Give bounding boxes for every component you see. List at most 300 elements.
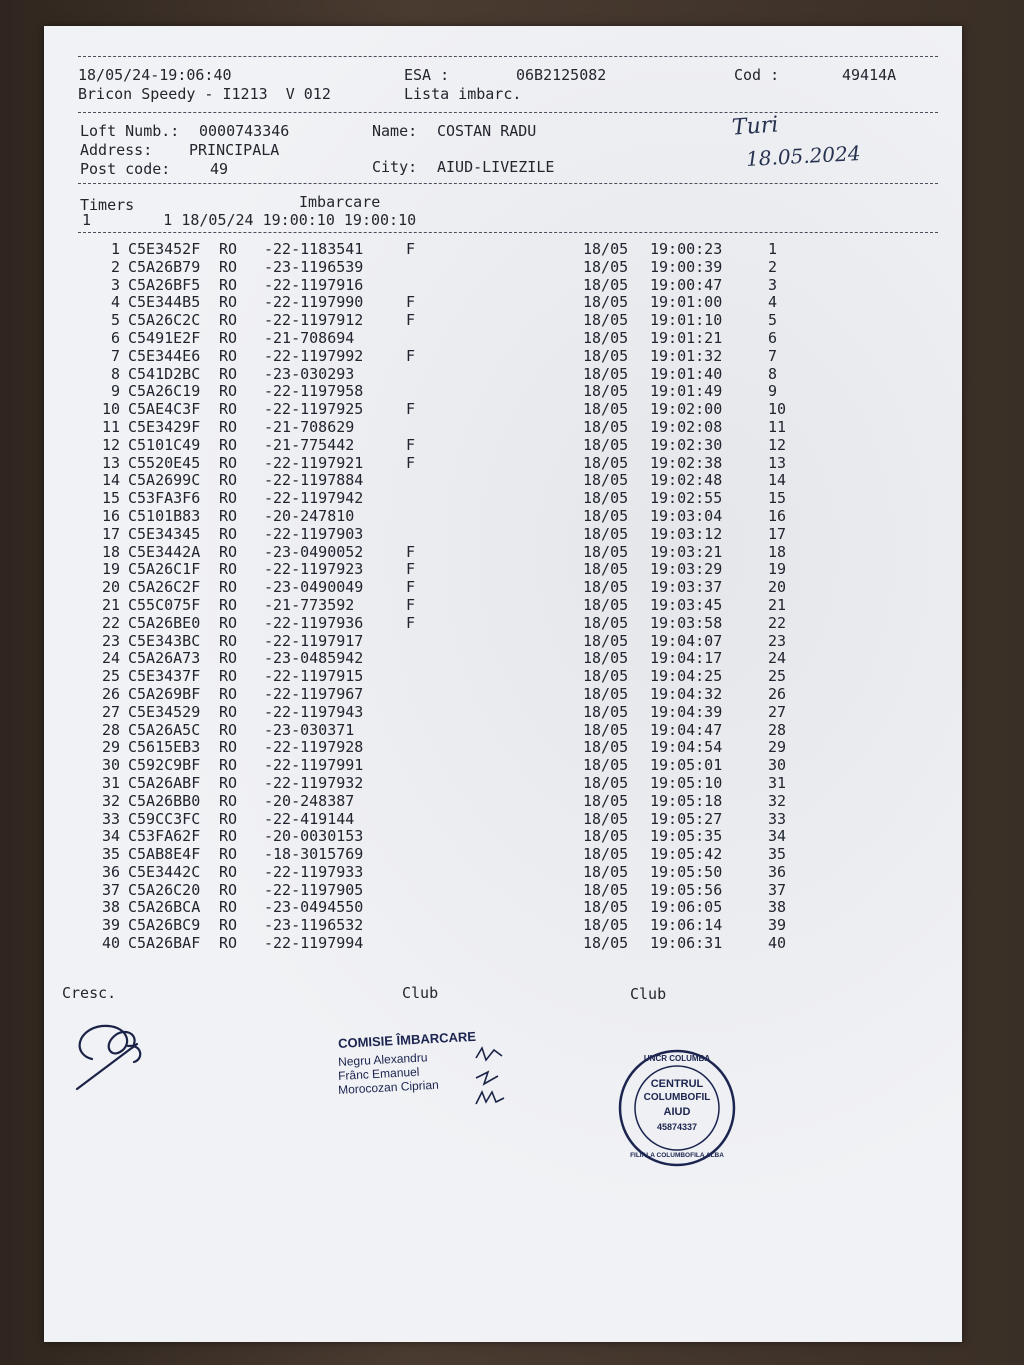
entry-n: 11: [101, 417, 120, 436]
entry-country: RO: [219, 311, 238, 330]
entry-idx: 12: [768, 435, 787, 454]
entry-idx: 33: [768, 809, 787, 828]
entry-idx: 25: [768, 667, 787, 686]
entry-country: RO: [219, 578, 238, 597]
esa-label: ESA :: [404, 66, 450, 84]
entry-row: [78, 507, 958, 525]
entry-n: 12: [101, 435, 120, 454]
entry-country: RO: [219, 684, 238, 703]
entry-number: -23-030371: [264, 720, 355, 739]
club-label-1: Club: [402, 984, 439, 1002]
entry-n: 9: [110, 382, 120, 401]
entry-date: 18/05: [583, 898, 629, 917]
entry-n: 22: [101, 613, 120, 632]
entry-n: 15: [101, 489, 120, 508]
entry-idx: 6: [768, 328, 778, 347]
entry-idx: 35: [768, 845, 787, 864]
entry-row: [78, 578, 958, 596]
entry-time: 19:05:01: [650, 756, 723, 775]
entry-date: 18/05: [583, 400, 629, 419]
entry-ring: C5A26BCA: [128, 898, 201, 917]
entry-row: [78, 418, 958, 436]
entry-date: 18/05: [583, 435, 629, 454]
entry-country: RO: [219, 595, 238, 614]
entry-row: [78, 721, 958, 739]
entry-idx: 32: [768, 791, 787, 810]
entry-number: -23-0490049: [264, 578, 364, 597]
entry-date: 18/05: [583, 738, 629, 757]
entry-ring: C5A26BF5: [128, 275, 201, 294]
entry-ring: C5A26C19: [128, 382, 201, 401]
entry-time: 19:05:18: [650, 791, 723, 810]
entry-date: 18/05: [583, 346, 629, 365]
cod-label: Cod :: [734, 66, 780, 84]
entry-n: 36: [101, 862, 120, 881]
entry-number: -22-1197915: [264, 667, 364, 686]
entry-flag: F: [406, 613, 416, 632]
entry-number: -22-1197917: [264, 631, 364, 650]
seal-outer-top: UNCR COLUMBA: [643, 1054, 711, 1063]
entry-ring: C541D2BC: [128, 364, 201, 383]
entry-number: -22-1197884: [264, 471, 364, 490]
entry-flag: F: [406, 542, 416, 561]
entry-number: -22-1197903: [264, 524, 364, 543]
entry-row: [78, 614, 958, 632]
entry-country: RO: [219, 809, 238, 828]
entry-date: 18/05: [583, 916, 629, 935]
entry-number: -22-1183541: [264, 240, 364, 258]
address-value: PRINCIPALA: [189, 141, 280, 159]
list-title: Lista imbarc.: [404, 85, 522, 103]
entry-time: 19:01:32: [650, 346, 723, 365]
entry-number: -22-1197921: [264, 453, 364, 472]
entry-idx: 15: [768, 489, 787, 508]
address-label: Address:: [80, 141, 153, 159]
divider-header: [78, 112, 938, 113]
entry-number: -22-1197905: [264, 880, 364, 899]
entry-number: -22-1197923: [264, 560, 364, 579]
entry-number: -23-1196532: [264, 916, 364, 935]
entry-n: 1: [110, 240, 120, 258]
entry-date: 18/05: [583, 845, 629, 864]
entry-time: 19:02:30: [650, 435, 723, 454]
entry-n: 16: [101, 506, 120, 525]
entry-country: RO: [219, 400, 238, 419]
seal-line-1: CENTRUL: [650, 1078, 704, 1090]
entry-country: RO: [219, 506, 238, 525]
entry-time: 19:02:08: [650, 417, 723, 436]
entry-n: 24: [101, 649, 120, 668]
entry-row: [78, 738, 958, 756]
entry-flag: F: [406, 293, 416, 312]
entry-date: 18/05: [583, 417, 629, 436]
entry-date: 18/05: [583, 257, 629, 276]
entry-number: -22-1197990: [264, 293, 364, 312]
entry-country: RO: [219, 240, 238, 258]
entry-time: 19:05:27: [650, 809, 723, 828]
entry-n: 7: [110, 346, 120, 365]
entry-date: 18/05: [583, 578, 629, 597]
entry-ring: C5615EB3: [128, 738, 201, 757]
entry-number: -21-708629: [264, 417, 355, 436]
entry-time: 19:04:32: [650, 684, 723, 703]
entry-time: 19:04:07: [650, 631, 723, 650]
timers-label: Timers: [80, 196, 135, 214]
entry-country: RO: [219, 542, 238, 561]
city-label: City:: [372, 158, 418, 176]
entry-row: [78, 347, 958, 365]
entry-n: 17: [101, 524, 120, 543]
name-value: COSTAN RADU: [437, 122, 537, 140]
entry-row: [78, 596, 958, 614]
entry-time: 19:01:00: [650, 293, 723, 312]
entry-idx: 20: [768, 578, 787, 597]
entry-number: -23-0494550: [264, 898, 364, 917]
entry-date: 18/05: [583, 862, 629, 881]
entry-time: 19:03:12: [650, 524, 723, 543]
entry-time: 19:02:48: [650, 471, 723, 490]
entry-date: 18/05: [583, 240, 629, 258]
cresc-label: Cresc.: [62, 984, 117, 1002]
entry-ring: C5A26ABF: [128, 773, 201, 792]
entry-n: 35: [101, 845, 120, 864]
entry-idx: 8: [768, 364, 778, 383]
entry-country: RO: [219, 649, 238, 668]
entry-ring: C5491E2F: [128, 328, 201, 347]
entry-n: 31: [101, 773, 120, 792]
entry-row: [78, 667, 958, 685]
entry-country: RO: [219, 364, 238, 383]
seal-outer-bottom: FILIALA COLUMBOFILA ALBA: [630, 1152, 724, 1159]
commission-member-3: Morocozan Ciprian: [337, 1077, 440, 1097]
name-label: Name:: [372, 122, 418, 140]
entry-flag: F: [406, 560, 416, 579]
entry-n: 2: [110, 257, 120, 276]
entry-idx: 13: [768, 453, 787, 472]
entry-n: 32: [101, 791, 120, 810]
entry-number: -18-3015769: [264, 845, 364, 864]
entry-date: 18/05: [583, 809, 629, 828]
entry-time: 19:05:10: [650, 773, 723, 792]
entry-row: [78, 632, 958, 650]
entry-idx: 3: [768, 275, 778, 294]
entry-number: -23-0490052: [264, 542, 364, 561]
entry-time: 19:00:23: [650, 240, 723, 258]
entry-ring: C5A26BB0: [128, 791, 201, 810]
divider-top: [78, 56, 938, 57]
entry-n: 21: [101, 595, 120, 614]
entry-row: [78, 898, 958, 916]
entry-number: -22-1197942: [264, 489, 364, 508]
entry-ring: C5A26BAF: [128, 934, 201, 953]
seal-number: 45874337: [656, 1122, 698, 1132]
entry-number: -22-419144: [264, 809, 355, 828]
entry-n: 39: [101, 916, 120, 935]
entry-row: [78, 703, 958, 721]
entry-date: 18/05: [583, 524, 629, 543]
entry-ring: C55C075F: [128, 595, 201, 614]
entry-idx: 9: [768, 382, 778, 401]
entry-ring: C5A26B79: [128, 257, 201, 276]
entry-ring: C5A26C1F: [128, 560, 201, 579]
entry-country: RO: [219, 898, 238, 917]
entry-ring: C59CC3FC: [128, 809, 201, 828]
entry-n: 6: [110, 328, 120, 347]
entry-time: 19:05:56: [650, 880, 723, 899]
entry-country: RO: [219, 845, 238, 864]
seal-line-3: AIUD: [663, 1106, 691, 1118]
entry-n: 37: [101, 880, 120, 899]
entry-row: [78, 258, 958, 276]
entry-time: 19:03:37: [650, 578, 723, 597]
commission-title: COMISIE ÎMBARCARE: [337, 1028, 477, 1051]
entry-idx: 22: [768, 613, 787, 632]
seal-line-2: COLUMBOFIL: [643, 1092, 711, 1103]
entry-number: -22-1197943: [264, 702, 364, 721]
entry-idx: 4: [768, 293, 778, 312]
esa-value: 06B2125082: [516, 66, 607, 84]
entry-ring: C5520E45: [128, 453, 201, 472]
entry-number: -22-1197958: [264, 382, 364, 401]
entry-idx: 23: [768, 631, 787, 650]
entry-idx: 37: [768, 880, 787, 899]
entry-n: 18: [101, 542, 120, 561]
entry-row: [78, 792, 958, 810]
entry-number: -22-1197992: [264, 346, 364, 365]
entry-country: RO: [219, 613, 238, 632]
entry-n: 29: [101, 738, 120, 757]
entry-ring: C5AB8E4F: [128, 845, 201, 864]
entry-row: [78, 471, 958, 489]
entry-time: 19:01:10: [650, 311, 723, 330]
entry-n: 38: [101, 898, 120, 917]
entry-date: 18/05: [583, 506, 629, 525]
entry-country: RO: [219, 489, 238, 508]
entry-n: 30: [101, 756, 120, 775]
fancier-signature: [62, 1004, 172, 1094]
entry-row: [78, 560, 958, 578]
entry-flag: F: [406, 311, 416, 330]
entry-number: -23-1196539: [264, 257, 364, 276]
entry-n: 33: [101, 809, 120, 828]
entry-idx: 24: [768, 649, 787, 668]
postcode-label: Post code:: [80, 160, 171, 178]
entry-country: RO: [219, 453, 238, 472]
postcode-value: 49: [210, 160, 229, 178]
entry-time: 19:06:31: [650, 934, 723, 953]
entry-date: 18/05: [583, 471, 629, 490]
entry-number: -23-030293: [264, 364, 355, 383]
entry-flag: F: [406, 578, 416, 597]
entry-idx: 34: [768, 827, 787, 846]
entry-country: RO: [219, 702, 238, 721]
entry-date: 18/05: [583, 542, 629, 561]
entry-time: 19:05:50: [650, 862, 723, 881]
entry-flag: F: [406, 346, 416, 365]
entry-time: 19:00:39: [650, 257, 723, 276]
entry-date: 18/05: [583, 382, 629, 401]
entry-idx: 2: [768, 257, 778, 276]
entry-time: 19:02:00: [650, 400, 723, 419]
basketing-list: [78, 240, 958, 952]
entry-idx: 28: [768, 720, 787, 739]
entry-country: RO: [219, 346, 238, 365]
entry-country: RO: [219, 827, 238, 846]
entry-idx: 7: [768, 346, 778, 365]
entry-row: [78, 365, 958, 383]
entry-ring: C5A26A5C: [128, 720, 201, 739]
commission-initials: [472, 1044, 512, 1114]
entry-ring: C53FA3F6: [128, 489, 201, 508]
printout-sheet: [44, 26, 962, 1342]
entry-row: [78, 489, 958, 507]
entry-country: RO: [219, 382, 238, 401]
entry-idx: 21: [768, 595, 787, 614]
entry-time: 19:03:58: [650, 613, 723, 632]
entry-country: RO: [219, 720, 238, 739]
entry-date: 18/05: [583, 880, 629, 899]
entry-number: -23-0485942: [264, 649, 364, 668]
entry-date: 18/05: [583, 631, 629, 650]
entry-ring: C5101B83: [128, 506, 201, 525]
entry-idx: 5: [768, 311, 778, 330]
entry-idx: 11: [768, 417, 787, 436]
entry-time: 19:00:47: [650, 275, 723, 294]
entry-number: -22-1197932: [264, 773, 364, 792]
entry-time: 19:03:21: [650, 542, 723, 561]
entry-n: 34: [101, 827, 120, 846]
entry-n: 10: [101, 400, 120, 419]
entry-country: RO: [219, 667, 238, 686]
entry-time: 19:02:38: [650, 453, 723, 472]
entry-idx: 16: [768, 506, 787, 525]
entry-n: 14: [101, 471, 120, 490]
entry-ring: C5A2699C: [128, 471, 201, 490]
entry-date: 18/05: [583, 489, 629, 508]
entry-row: [78, 774, 958, 792]
entry-country: RO: [219, 524, 238, 543]
entry-number: -22-1197933: [264, 862, 364, 881]
entry-time: 19:01:49: [650, 382, 723, 401]
entry-ring: C5E34529: [128, 702, 201, 721]
entry-row: [78, 240, 958, 258]
entry-idx: 10: [768, 400, 787, 419]
entry-country: RO: [219, 631, 238, 650]
entry-idx: 39: [768, 916, 787, 935]
entry-flag: F: [406, 435, 416, 454]
entry-idx: 40: [768, 934, 787, 953]
entry-ring: C5E3429F: [128, 417, 201, 436]
entry-ring: C5A26BE0: [128, 613, 201, 632]
entry-number: -20-0030153: [264, 827, 364, 846]
entry-country: RO: [219, 435, 238, 454]
entry-flag: F: [406, 453, 416, 472]
entry-flag: F: [406, 240, 416, 258]
entry-country: RO: [219, 257, 238, 276]
entry-date: 18/05: [583, 613, 629, 632]
entry-idx: 27: [768, 702, 787, 721]
entry-row: [78, 863, 958, 881]
entry-n: 20: [101, 578, 120, 597]
entry-date: 18/05: [583, 364, 629, 383]
entry-time: 19:02:55: [650, 489, 723, 508]
entry-row: [78, 543, 958, 561]
entry-date: 18/05: [583, 275, 629, 294]
entry-n: 5: [110, 311, 120, 330]
entry-number: -21-708694: [264, 328, 355, 347]
entry-date: 18/05: [583, 667, 629, 686]
entry-row: [78, 685, 958, 703]
entry-number: -21-773592: [264, 595, 355, 614]
entry-idx: 17: [768, 524, 787, 543]
entry-flag: F: [406, 595, 416, 614]
handwritten-location: Turi: [731, 112, 780, 141]
entry-time: 19:04:47: [650, 720, 723, 739]
entry-date: 18/05: [583, 649, 629, 668]
entry-date: 18/05: [583, 293, 629, 312]
entry-time: 19:04:54: [650, 738, 723, 757]
loft-label: Loft Numb.:: [80, 122, 180, 140]
club-seal: [617, 1048, 737, 1168]
entry-time: 19:03:04: [650, 506, 723, 525]
entry-country: RO: [219, 471, 238, 490]
entry-date: 18/05: [583, 827, 629, 846]
entry-date: 18/05: [583, 934, 629, 953]
entry-time: 19:04:39: [650, 702, 723, 721]
entry-row: [78, 810, 958, 828]
entry-row: [78, 382, 958, 400]
divider-timers: [78, 232, 938, 233]
entry-ring: C5A26BC9: [128, 916, 201, 935]
entry-time: 19:03:29: [650, 560, 723, 579]
entry-number: -22-1197936: [264, 613, 364, 632]
entry-row: [78, 934, 958, 952]
entry-idx: 18: [768, 542, 787, 561]
entry-n: 19: [101, 560, 120, 579]
entry-number: -20-248387: [264, 791, 355, 810]
entry-country: RO: [219, 756, 238, 775]
entry-country: RO: [219, 862, 238, 881]
entry-time: 19:06:14: [650, 916, 723, 935]
timer-row: 1 1 18/05/24 19:00:10 19:00:10: [82, 211, 417, 229]
entry-n: 8: [110, 364, 120, 383]
entry-idx: 31: [768, 773, 787, 792]
entry-ring: C5E343BC: [128, 631, 201, 650]
entry-time: 19:05:42: [650, 845, 723, 864]
commission-member-2: Frânc Emanuel: [337, 1064, 420, 1083]
entry-number: -22-1197925: [264, 400, 364, 419]
entry-ring: C53FA62F: [128, 827, 201, 846]
entry-ring: C5A26C2C: [128, 311, 201, 330]
entry-number: -22-1197912: [264, 311, 364, 330]
entry-number: -22-1197928: [264, 738, 364, 757]
entry-n: 27: [101, 702, 120, 721]
print-datetime: 18/05/24-19:06:40: [78, 66, 232, 84]
entry-row: [78, 827, 958, 845]
entry-date: 18/05: [583, 720, 629, 739]
entry-idx: 36: [768, 862, 787, 881]
entry-ring: C592C9BF: [128, 756, 201, 775]
entry-ring: C5E3442A: [128, 542, 201, 561]
entry-idx: 1: [768, 240, 778, 258]
entry-idx: 30: [768, 756, 787, 775]
entry-row: [78, 916, 958, 934]
entry-country: RO: [219, 275, 238, 294]
loft-value: 0000743346: [199, 122, 290, 140]
entry-number: -22-1197916: [264, 275, 364, 294]
entry-country: RO: [219, 773, 238, 792]
entry-date: 18/05: [583, 791, 629, 810]
